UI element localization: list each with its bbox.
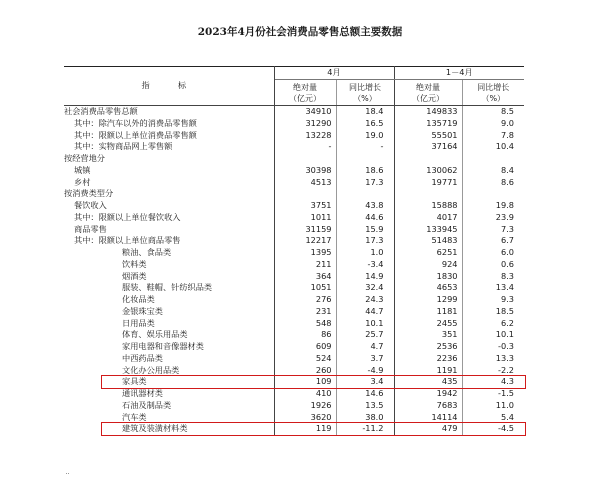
growth-unit: （%） <box>481 93 506 103</box>
ytd-abs-value: 4653 <box>394 282 462 294</box>
ytd-abs-value: 6251 <box>394 247 462 259</box>
row-label: 金银珠宝类 <box>64 306 274 318</box>
table-row <box>64 153 524 165</box>
april-abs-value: 31159 <box>274 224 336 236</box>
ytd-growth-value: -4.5 <box>498 423 515 434</box>
table-row <box>64 329 524 341</box>
table-row <box>64 106 524 118</box>
april-abs-value: 609 <box>274 341 336 353</box>
table-row <box>64 259 524 271</box>
april-growth-value: 44.6 <box>336 212 394 224</box>
april-abs-value: - <box>274 141 336 153</box>
april-growth-value: 16.5 <box>336 118 394 130</box>
april-growth-value: 3.7 <box>336 353 394 365</box>
april-growth-value: 17.3 <box>336 235 394 247</box>
row-label: 家用电器和音像器材类 <box>64 341 274 353</box>
ytd-abs-value: 1299 <box>394 294 462 306</box>
ytd-abs-value: 1191 <box>394 365 462 377</box>
april-abs-value: 4513 <box>274 177 336 189</box>
ytd-abs-value: 135719 <box>394 118 462 130</box>
ytd-growth-value: 9.3 <box>500 294 515 305</box>
ytd-growth-value: -0.3 <box>498 341 515 352</box>
ytd-growth-value: 13.3 <box>495 352 515 363</box>
retail-sales-table <box>64 66 524 435</box>
ytd-abs-value: 19771 <box>394 177 462 189</box>
table-row <box>64 376 524 388</box>
ytd-abs-value: 7683 <box>394 400 462 412</box>
april-abs-value: 231 <box>274 306 336 318</box>
ytd-abs-value: 2236 <box>394 353 462 365</box>
ytd-abs-value: 55501 <box>394 130 462 142</box>
table-row <box>64 423 524 435</box>
row-label: 石油及制品类 <box>64 400 274 412</box>
ytd-abs-value: 51483 <box>394 235 462 247</box>
table-row <box>64 388 524 400</box>
row-label: 其中：限额以上单位商品零售 <box>64 235 274 247</box>
abs-label: 绝对量 <box>293 82 317 92</box>
row-label: 按经营地分 <box>64 153 274 165</box>
april-abs-value: 211 <box>274 259 336 271</box>
april-abs-value: 86 <box>274 329 336 341</box>
row-label: 建筑及装潢材料类 <box>64 423 274 435</box>
row-label: 体育、娱乐用品类 <box>64 329 274 341</box>
april-abs-value: 119 <box>274 423 336 435</box>
ytd-abs-value: 149833 <box>394 106 462 118</box>
ytd-growth-value: 19.8 <box>495 200 515 211</box>
ytd-abs-value: 351 <box>394 329 462 341</box>
ytd-growth-value: 11.0 <box>495 399 515 410</box>
ytd-abs-value: 435 <box>394 376 462 388</box>
april-growth-value: 14.9 <box>336 271 394 283</box>
header-ytd-growth <box>462 80 524 106</box>
table-row <box>64 212 524 224</box>
ytd-growth-value: -2.2 <box>498 364 515 375</box>
april-abs-value: 3620 <box>274 412 336 424</box>
ytd-growth-value: 6.2 <box>500 317 515 328</box>
ytd-growth-value: 5.4 <box>500 411 515 422</box>
ytd-abs-value: 130062 <box>394 165 462 177</box>
ytd-abs-value <box>394 188 462 200</box>
ytd-growth-value: 18.5 <box>495 305 515 316</box>
footer-divider <box>66 473 69 477</box>
table-row <box>64 318 524 330</box>
ytd-growth-value: 6.0 <box>500 247 515 258</box>
april-growth-value: 4.7 <box>336 341 394 353</box>
growth-unit: （%） <box>353 93 377 103</box>
table-row <box>64 247 524 259</box>
ytd-growth-value <box>462 153 524 165</box>
april-growth-value: 10.1 <box>336 318 394 330</box>
header-ytd: 1－4月 <box>394 67 524 80</box>
april-growth-value: 14.6 <box>336 388 394 400</box>
ytd-growth-value: 9.0 <box>500 117 515 128</box>
row-label: 餐饮收入 <box>64 200 274 212</box>
ytd-abs-value: 1942 <box>394 388 462 400</box>
april-abs-value <box>274 188 336 200</box>
april-growth-value: 25.7 <box>336 329 394 341</box>
april-growth-value: 1.0 <box>336 247 394 259</box>
table-row <box>64 165 524 177</box>
ytd-abs-value: 37164 <box>394 141 462 153</box>
april-growth-value: 24.3 <box>336 294 394 306</box>
april-growth-value: 18.4 <box>336 106 394 118</box>
april-abs-value: 524 <box>274 353 336 365</box>
april-growth-value: 17.3 <box>336 177 394 189</box>
april-abs-value: 34910 <box>274 106 336 118</box>
header-april-growth <box>336 80 394 106</box>
row-label: 中西药品类 <box>64 353 274 365</box>
ytd-growth-value: 0.6 <box>500 258 515 269</box>
ytd-abs-value: 924 <box>394 259 462 271</box>
row-label: 社会消费品零售总额 <box>64 106 274 118</box>
ytd-growth-value: 8.3 <box>500 270 515 281</box>
april-abs-value: 109 <box>274 376 336 388</box>
april-growth-value: 3.4 <box>336 376 394 388</box>
growth-label: 同比增长 <box>349 82 381 92</box>
april-abs-value: 3751 <box>274 200 336 212</box>
table-row <box>64 235 524 247</box>
header-indicator: 指 标 <box>64 67 274 106</box>
table-row <box>64 118 524 130</box>
ytd-abs-value: 133945 <box>394 224 462 236</box>
april-growth-value: 19.0 <box>336 130 394 142</box>
april-growth-value <box>336 188 394 200</box>
table-row <box>64 353 524 365</box>
april-abs-value: 410 <box>274 388 336 400</box>
ytd-abs-value: 15888 <box>394 200 462 212</box>
table-row <box>64 224 524 236</box>
table-row <box>64 141 524 153</box>
ytd-growth-value: 7.3 <box>500 223 515 234</box>
table-row <box>64 200 524 212</box>
april-abs-value: 1011 <box>274 212 336 224</box>
april-growth-value: -11.2 <box>336 423 394 435</box>
table-row <box>64 412 524 424</box>
april-growth-value: 32.4 <box>336 282 394 294</box>
row-label: 商品零售 <box>64 224 274 236</box>
april-abs-value: 31290 <box>274 118 336 130</box>
ytd-growth-value: 7.8 <box>500 129 515 140</box>
row-label: 其中：限额以上单位消费品零售额 <box>64 130 274 142</box>
growth-label: 同比增长 <box>477 82 510 92</box>
april-growth-value: 13.5 <box>336 400 394 412</box>
ytd-growth-value: 8.5 <box>500 106 515 117</box>
april-growth-value: 43.8 <box>336 200 394 212</box>
april-growth-value: 38.0 <box>336 412 394 424</box>
april-abs-value: 260 <box>274 365 336 377</box>
ytd-growth-value: 4.3 <box>500 376 515 387</box>
april-growth-value: - <box>336 141 394 153</box>
ytd-growth-value: 8.6 <box>500 176 515 187</box>
ytd-abs-value: 2536 <box>394 341 462 353</box>
april-growth-value: 44.7 <box>336 306 394 318</box>
table-body <box>64 106 524 436</box>
ytd-abs-value: 1830 <box>394 271 462 283</box>
row-label: 文化办公用品类 <box>64 365 274 377</box>
row-label: 饮料类 <box>64 259 274 271</box>
row-label: 其中：除汽车以外的消费品零售额 <box>64 118 274 130</box>
row-label: 按消费类型分 <box>64 188 274 200</box>
april-growth-value: 18.6 <box>336 165 394 177</box>
ytd-growth-value <box>462 188 524 200</box>
april-abs-value: 12217 <box>274 235 336 247</box>
table-row <box>64 306 524 318</box>
row-label: 粮油、食品类 <box>64 247 274 259</box>
ytd-abs-value <box>394 153 462 165</box>
ytd-growth-value: 10.4 <box>495 141 515 152</box>
april-abs-value: 1051 <box>274 282 336 294</box>
row-label: 化妆品类 <box>64 294 274 306</box>
table-row <box>64 188 524 200</box>
april-abs-value: 276 <box>274 294 336 306</box>
april-abs-value: 548 <box>274 318 336 330</box>
row-label: 汽车类 <box>64 412 274 424</box>
table-row <box>64 400 524 412</box>
april-growth-value: -4.9 <box>336 365 394 377</box>
ytd-growth-value: 8.4 <box>500 164 515 175</box>
table-row <box>64 341 524 353</box>
row-label: 服装、鞋帽、针纺织品类 <box>64 282 274 294</box>
abs-unit: （亿元） <box>412 93 444 103</box>
header-april: 4月 <box>274 67 394 80</box>
abs-unit: （亿元） <box>289 93 321 103</box>
row-label: 家具类 <box>64 376 274 388</box>
table-row <box>64 271 524 283</box>
header-april-abs <box>274 80 336 106</box>
page-title: 2023年4月份社会消费品零售总额主要数据 <box>197 26 403 38</box>
ytd-abs-value: 14114 <box>394 412 462 424</box>
april-abs-value: 1395 <box>274 247 336 259</box>
ytd-abs-value: 4017 <box>394 212 462 224</box>
ytd-abs-value: 479 <box>394 423 462 435</box>
ytd-growth-value: 13.4 <box>495 282 515 293</box>
row-label: 烟酒类 <box>64 271 274 283</box>
ytd-growth-value: 6.7 <box>500 235 515 246</box>
april-abs-value: 13228 <box>274 130 336 142</box>
april-abs-value: 1926 <box>274 400 336 412</box>
row-label: 其中：实物商品网上零售额 <box>64 141 274 153</box>
april-abs-value <box>274 153 336 165</box>
ytd-abs-value: 1181 <box>394 306 462 318</box>
april-abs-value: 30398 <box>274 165 336 177</box>
row-label: 乡村 <box>64 177 274 189</box>
table-row <box>64 282 524 294</box>
april-growth-value: -3.4 <box>336 259 394 271</box>
header-ytd-abs <box>394 80 462 106</box>
april-growth-value <box>336 153 394 165</box>
abs-label: 绝对量 <box>416 82 440 92</box>
ytd-growth-value: 10.1 <box>495 329 515 340</box>
row-label: 其中：限额以上单位餐饮收入 <box>64 212 274 224</box>
row-label: 通讯器材类 <box>64 388 274 400</box>
april-abs-value: 364 <box>274 271 336 283</box>
row-label: 日用品类 <box>64 318 274 330</box>
ytd-abs-value: 2455 <box>394 318 462 330</box>
table-row <box>64 130 524 142</box>
table-row <box>64 365 524 377</box>
table-row <box>64 294 524 306</box>
ytd-growth-value: -1.5 <box>498 388 515 399</box>
table-row <box>64 177 524 189</box>
april-growth-value: 15.9 <box>336 224 394 236</box>
ytd-growth-value: 23.9 <box>495 211 515 222</box>
row-label: 城镇 <box>64 165 274 177</box>
